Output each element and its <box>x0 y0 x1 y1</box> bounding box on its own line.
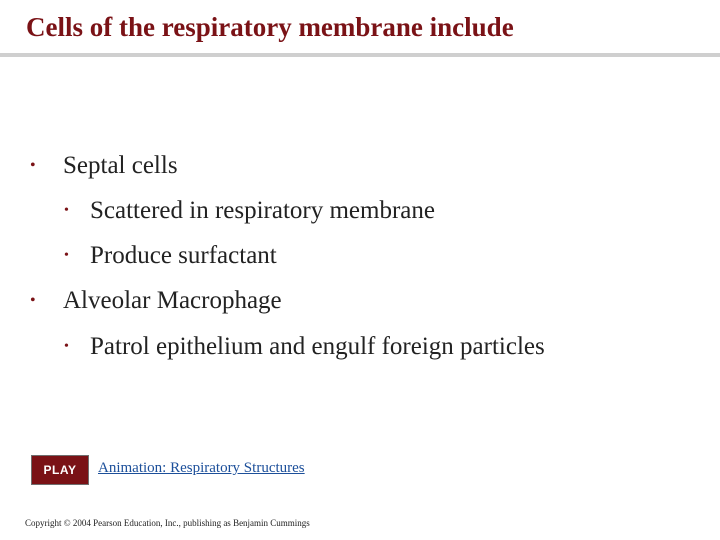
copyright-notice: Copyright © 2004 Pearson Education, Inc., publishing as Benjamin Cummings <box>25 518 310 528</box>
bullet-dot-icon: • <box>64 248 69 263</box>
play-button-label: PLAY <box>43 463 77 477</box>
bullet-dot-icon: • <box>64 203 69 218</box>
bullet-text: Scattered in respiratory membrane <box>90 197 435 224</box>
title-divider <box>0 53 720 57</box>
bullet-dot-icon: • <box>30 292 36 309</box>
bullet-dot-icon: • <box>30 157 36 174</box>
bullet-text: Produce surfactant <box>90 242 277 269</box>
play-button[interactable] <box>31 455 89 485</box>
animation-link[interactable]: Animation: Respiratory Structures <box>98 460 305 476</box>
bullet-text: Alveolar Macrophage <box>63 287 282 314</box>
bullet-text: Septal cells <box>63 152 178 179</box>
bullet-text: Patrol epithelium and engulf foreign particles <box>90 333 545 360</box>
slide-title: Cells of the respiratory membrane include <box>26 12 514 42</box>
bullet-dot-icon: • <box>64 339 69 354</box>
